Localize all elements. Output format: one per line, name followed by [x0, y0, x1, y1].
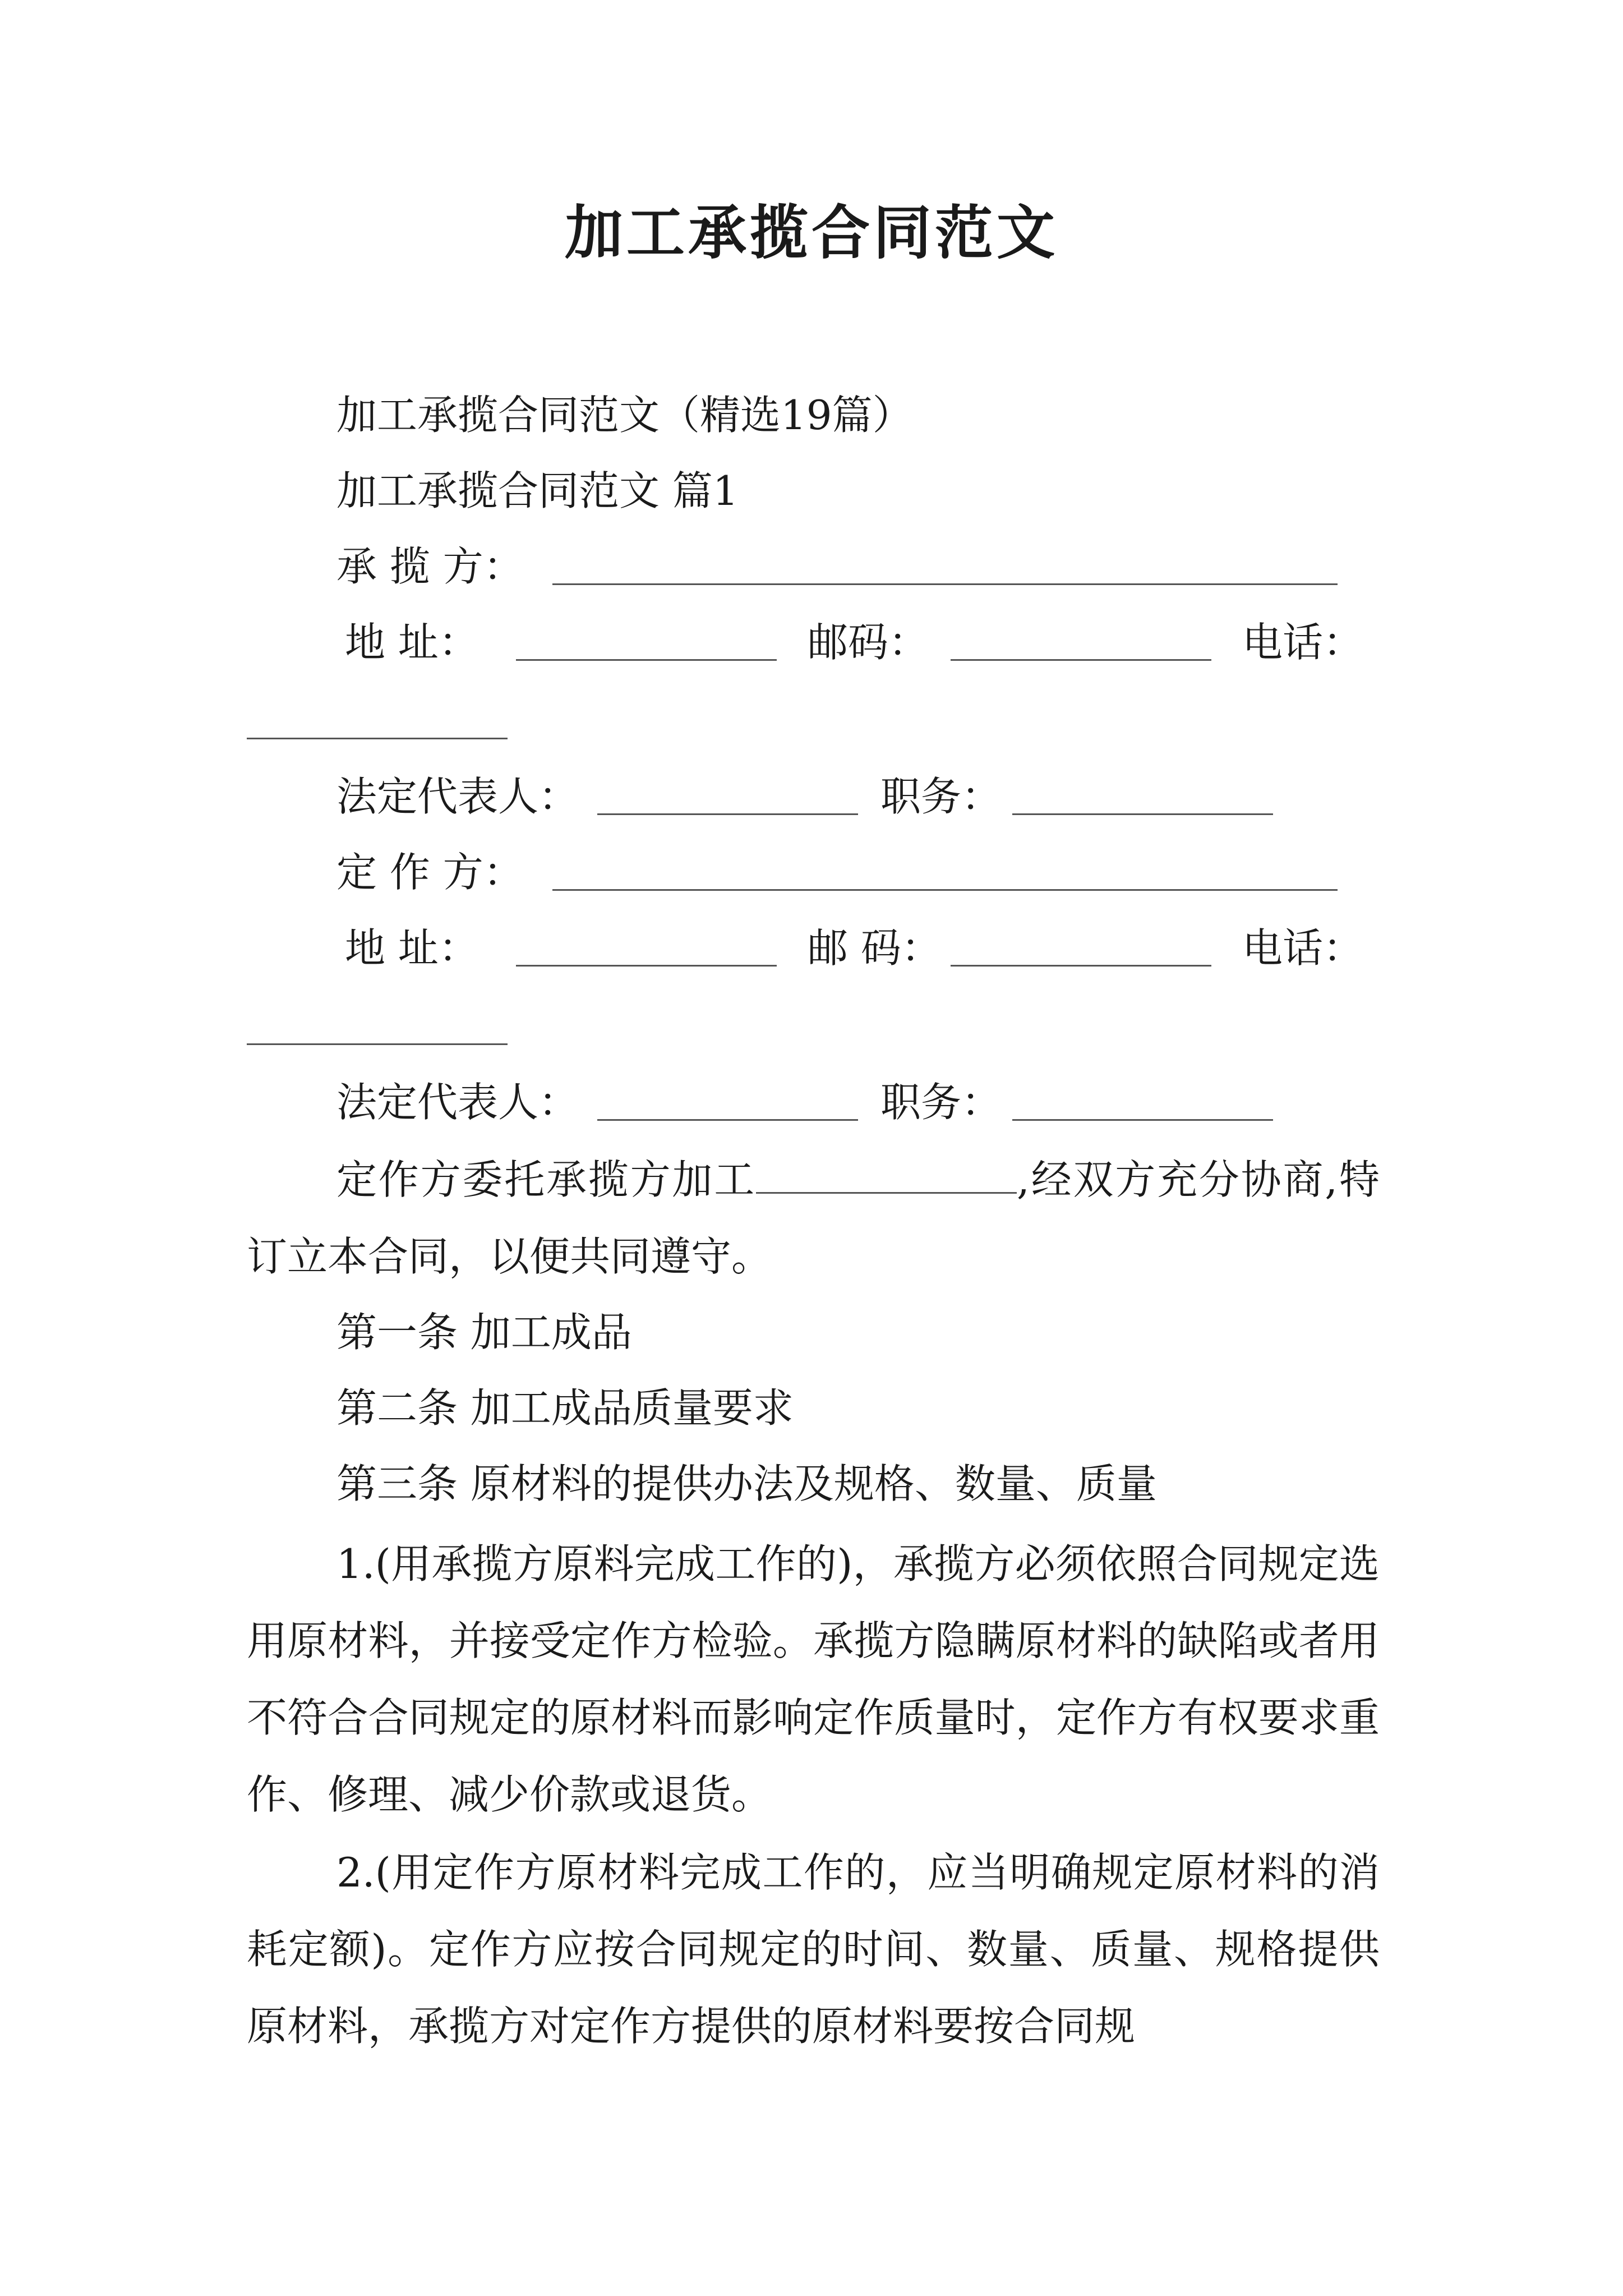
- client-rep-field[interactable]: [597, 1119, 858, 1121]
- section-heading: 加工承揽合同范文 篇1: [336, 467, 739, 514]
- client-postcode-field[interactable]: [951, 965, 1211, 967]
- article-3-heading: 第三条 原材料的提供办法及规格、数量、质量: [336, 1460, 1157, 1507]
- client-address-label: 地 址：: [345, 924, 479, 972]
- client-address-field[interactable]: [516, 965, 777, 967]
- contractor-name-field[interactable]: [552, 583, 1338, 585]
- processing-item-field[interactable]: [756, 1153, 1017, 1194]
- intro-paragraph: [247, 1142, 1380, 1295]
- article-2-heading: 第二条 加工成品质量要求: [336, 1384, 794, 1432]
- contractor-phone-field[interactable]: [247, 738, 508, 739]
- client-phone-field[interactable]: [247, 1043, 508, 1045]
- clause-2-paragraph: 2.(用定作方原材料完成工作的，应当明确规定原材料的消耗定额)。定作方应按合同规定的时间、数量、质量、规格提供原材料，承揽方对定作方提供的原材料要按合同规: [247, 1849, 1380, 2050]
- contractor-party-label: 承 揽 方：: [336, 543, 524, 590]
- contractor-rep-field[interactable]: [597, 813, 858, 815]
- contractor-position-label: 职务：: [880, 773, 1002, 820]
- article-1-heading: 第一条 加工成品: [336, 1309, 632, 1356]
- clause-1-paragraph: 1.(用承揽方原料完成工作的)，承揽方必须依照合同规定选用原材料，并接受定作方检验。承揽方隐瞒原材料的缺陷或者用不符合合同规定的原材料而影响定作质量时，定作方有权要求重作、修理、减少价款或退货。: [247, 1540, 1380, 1818]
- client-rep-label: 法定代表人：: [336, 1079, 579, 1126]
- client-party-label: 定 作 方：: [336, 849, 524, 896]
- contractor-postcode-label: 邮码：: [808, 619, 929, 666]
- contractor-position-field[interactable]: [1012, 813, 1273, 815]
- contractor-address-field[interactable]: [516, 659, 777, 661]
- client-phone-label: 电话：: [1242, 924, 1364, 972]
- intro-text-end: ,经双方充分协商,特订立本合同，以便共同遵守。: [247, 1156, 1380, 1280]
- contractor-postcode-field[interactable]: [951, 659, 1211, 661]
- contractor-party-row: [336, 539, 524, 595]
- client-postcode-label: 邮 码：: [808, 924, 942, 972]
- document-subtitle: 加工承揽合同范文（精选19篇）: [336, 392, 913, 439]
- document-title: 加工承揽合同范文: [564, 198, 1058, 267]
- client-position-label: 职务：: [880, 1079, 1002, 1126]
- intro-text-start: 定作方委托承揽方加工: [336, 1156, 757, 1203]
- contractor-address-label: 地 址：: [345, 619, 479, 666]
- client-name-field[interactable]: [552, 889, 1338, 891]
- contractor-rep-label: 法定代表人：: [336, 773, 579, 820]
- contractor-phone-label: 电话：: [1242, 619, 1364, 666]
- client-position-field[interactable]: [1012, 1119, 1273, 1121]
